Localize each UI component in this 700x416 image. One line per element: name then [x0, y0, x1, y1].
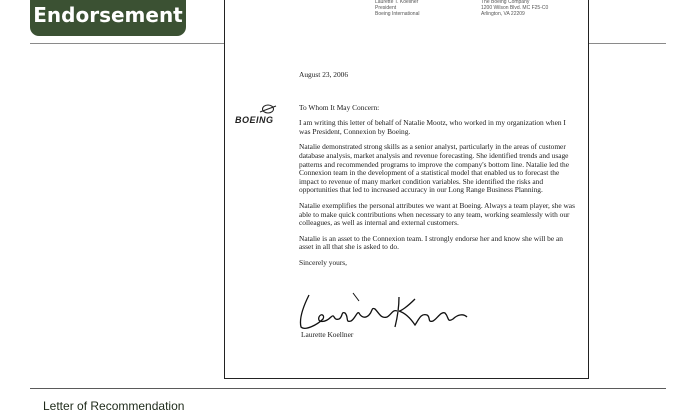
letter-body	[299, 71, 579, 275]
letter-signer: Laurette Koellner	[301, 330, 354, 339]
footer-title: Letter of Recommendation	[43, 399, 185, 413]
letter-closing: Sincerely yours,	[299, 257, 348, 267]
section-badge	[30, 0, 186, 36]
letter-salutation: To Whom It May Concern:	[299, 102, 380, 112]
boeing-logo	[235, 103, 295, 125]
letterhead-sender	[375, 0, 419, 17]
letterhead-line: Laurette T. Koellner	[375, 0, 419, 5]
header-rule-right	[589, 43, 666, 44]
boeing-wordmark: BOEING	[235, 115, 274, 125]
letter-paragraph: Natalie is an asset to the Connexion team. I strongly endorse her and know she will be an asset in all that she is asked to do.	[299, 233, 563, 252]
handwritten-signature	[295, 289, 475, 335]
letterhead-line: Boeing International	[375, 11, 420, 17]
letterhead-line: Arlington, VA 22209	[481, 11, 525, 17]
footer-rule	[30, 388, 666, 389]
letterhead-line: President	[375, 5, 397, 11]
letterhead-line: 1200 Wilson Blvd. MC F25-C0	[481, 5, 549, 11]
section-title: Endorsement	[33, 3, 183, 27]
recommendation-letter	[224, 0, 589, 379]
letter-date: August 23, 2006	[299, 70, 349, 79]
letter-paragraph: I am writing this letter of behalf of Natalie Mootz, who worked in my organization when I was President, Connexion by Boeing.	[299, 118, 566, 136]
letterhead-line: The Boeing Company	[481, 0, 530, 5]
header-rule-left	[30, 43, 224, 44]
letterhead-address	[481, 0, 548, 17]
letter-paragraph: Natalie demonstrated strong skills as a senior analyst, particularly in the areas of customer database analysis, market analysis and revenue forecasting. She identified trends and usage patterns and recommended programs to improve the company's bottom line. Natalie led the Connexion team in the development of a statistical model that enabled us to forecast the impact to revenue of many market condition variables. She identified the risks and opportunities that led to increased accuracy in our Long Range Business Planning.	[299, 142, 569, 195]
letter-paragraph: Natalie exemplifies the personal attributes we want at Boeing. Always a team player, she was able to make quick contributions when necessary to any team, working seamlessly with our colleagues, as well as internal and external customers.	[299, 200, 575, 228]
boeing-logo-icon	[259, 103, 277, 115]
